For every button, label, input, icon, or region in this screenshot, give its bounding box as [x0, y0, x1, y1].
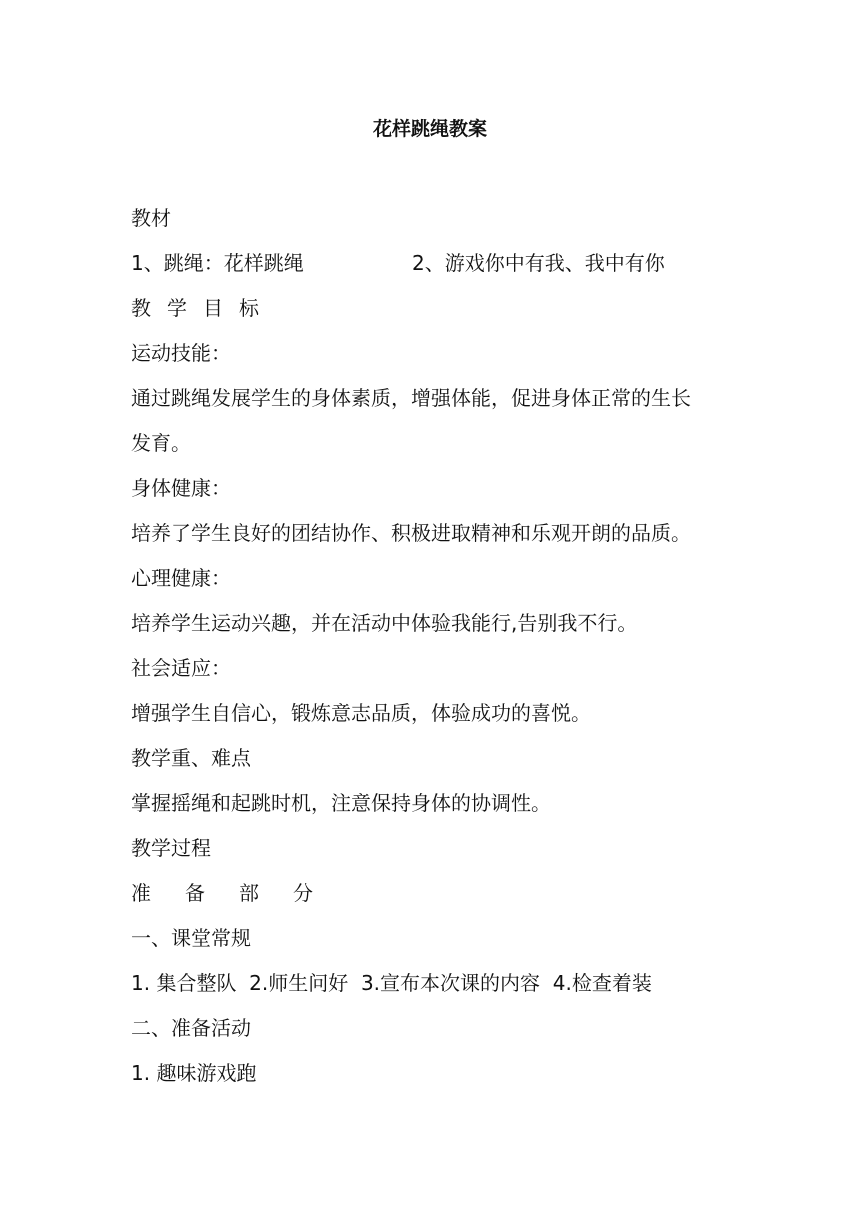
heading-classroom-routine: 一、课堂常规: [131, 926, 251, 950]
material-item-2: 2、游戏你中有我、我中有你: [412, 251, 665, 275]
heading-preparation-part: 准备部分: [131, 881, 347, 905]
heading-warmup-activities: 二、准备活动: [131, 1016, 251, 1040]
subheading-physical-health: 身体健康：: [131, 476, 231, 500]
subheading-mental-health: 心理健康：: [131, 566, 231, 590]
paragraph-physical-health: 培养了学生良好的团结协作、积极进取精神和乐观开朗的品质。: [131, 521, 691, 545]
list-warmup-item-1: 1. 趣味游戏跑: [131, 1061, 257, 1085]
subheading-motor-skills: 运动技能：: [131, 341, 231, 365]
paragraph-motor-skills-2: 发育。: [131, 431, 191, 455]
material-item-1: 1、跳绳：花样跳绳: [131, 251, 304, 275]
heading-key-points: 教学重、难点: [131, 746, 251, 770]
paragraph-motor-skills-1: 通过跳绳发展学生的身体素质，增强体能，促进身体正常的生长: [131, 386, 691, 410]
paragraph-mental-health: 培养学生运动兴趣，并在活动中体验我能行,告别我不行。: [131, 611, 638, 635]
heading-materials: 教材: [131, 206, 171, 230]
materials-row: [131, 249, 665, 277]
document-title: 花样跳绳教案: [372, 118, 487, 140]
heading-teaching-process: 教学过程: [131, 836, 211, 860]
paragraph-key-points: 掌握摇绳和起跳时机，注意保持身体的协调性。: [131, 791, 551, 815]
heading-objectives: 教学目标: [131, 296, 275, 320]
list-classroom-routine: 1. 集合整队 2.师生问好 3.宣布本次课的内容 4.检查着装: [131, 971, 652, 995]
paragraph-social-adaptation: 增强学生自信心，锻炼意志品质，体验成功的喜悦。: [131, 701, 591, 725]
subheading-social-adaptation: 社会适应：: [131, 656, 231, 680]
